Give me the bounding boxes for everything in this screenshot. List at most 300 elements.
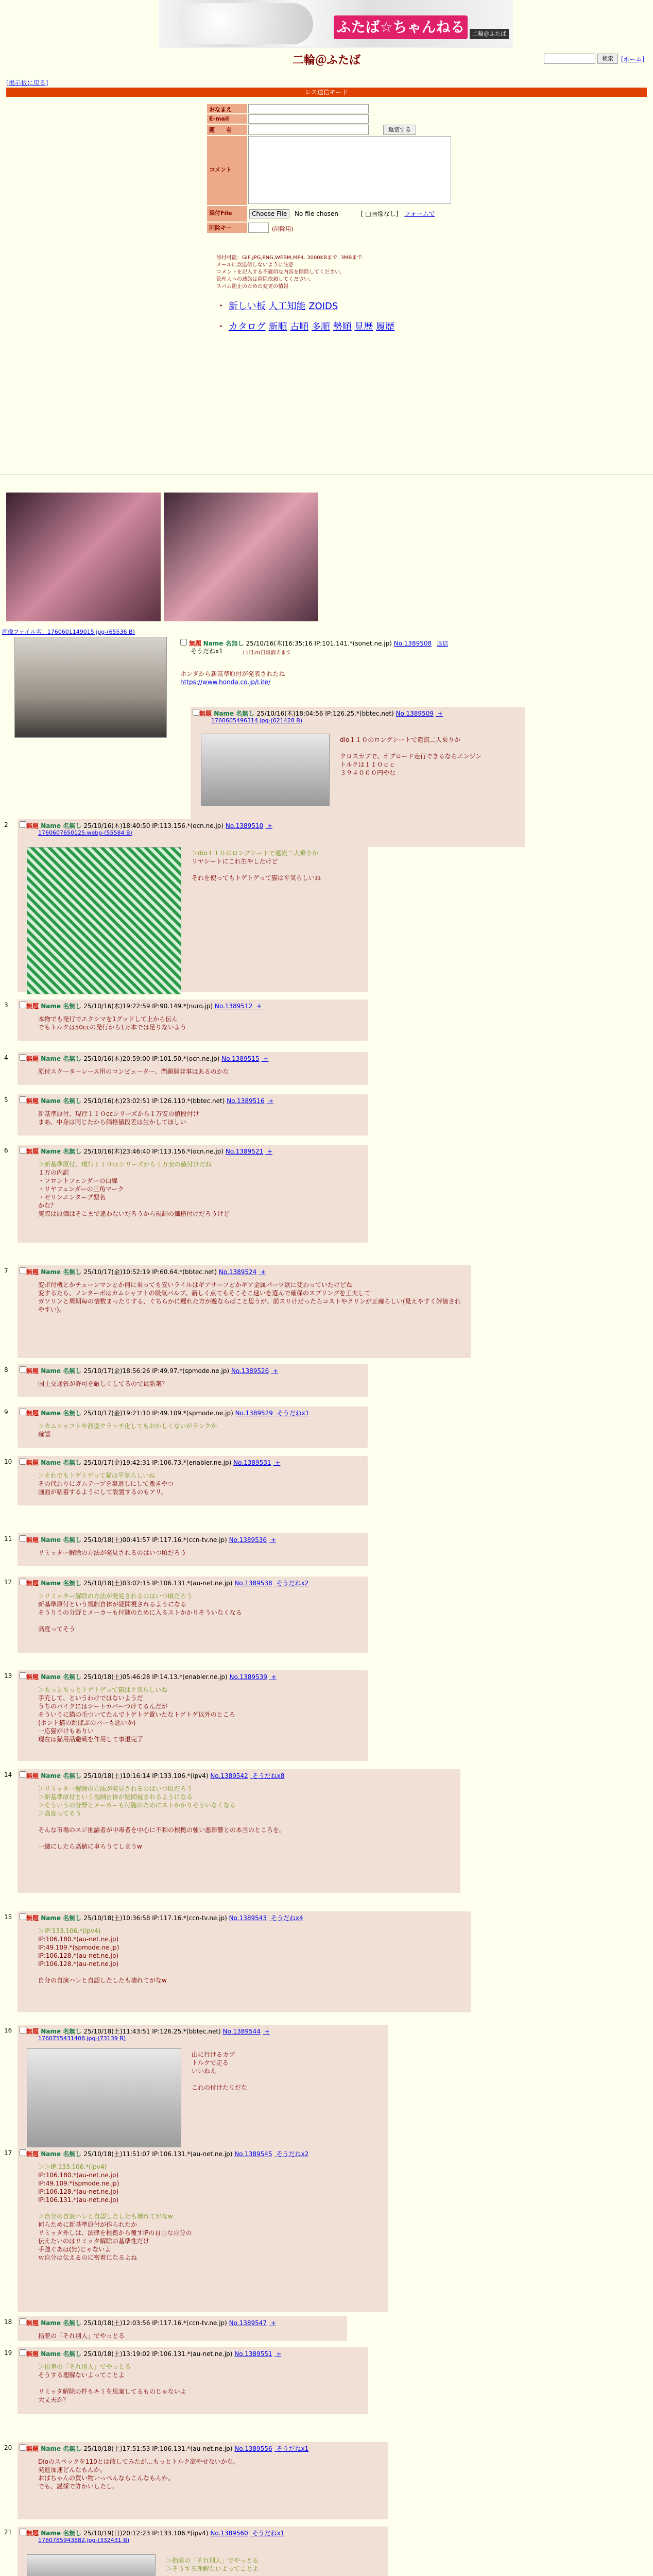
reply-body-line [38, 1818, 456, 1826]
reply-title: 無題 [26, 2319, 41, 2327]
reply-body-line: １万の内訳 [38, 1169, 70, 1176]
reply-body-line: 一応猫がけもありい [38, 1727, 94, 1735]
reply-title: 無題 [26, 1459, 41, 1466]
reply-name: Name 名無し [41, 1536, 84, 1544]
reply-post-number[interactable]: No.1389556 [234, 2445, 272, 2452]
op-sodane-label: そうだねx1 [191, 648, 223, 655]
reply-index: 20 [4, 2444, 12, 2451]
reply-post-number[interactable]: No.1389543 [229, 1914, 267, 1922]
reply-body-line: ＞新基準原付、現行１１０ccシリーズから１万安の値付けだね [38, 1161, 212, 1168]
reply-post-number[interactable]: No.1389509 [396, 710, 434, 717]
reply-checkbox[interactable] [20, 2149, 26, 2156]
reply-title: 無題 [26, 2530, 41, 2537]
op-image-link[interactable]: 画像ファイル名：1760601149015.jpg-(65536 B) [2, 629, 135, 635]
reply-body-line: かな？ [38, 1202, 57, 1209]
sodane-button[interactable]: + [273, 1459, 281, 1466]
reply-file-link[interactable]: 1760755431408.jpg-(73139 B) [38, 2035, 126, 2042]
ad-banner-right[interactable] [164, 493, 318, 621]
reply-title: 無題 [26, 2445, 41, 2452]
op-checkbox[interactable] [180, 639, 187, 646]
delete-key-note: (削除用) [272, 226, 294, 232]
reply-body-line: 本物でも発行でエクシマを1グッドして上から伝ん [38, 1015, 178, 1023]
link-history[interactable]: 履歴 [376, 321, 395, 332]
reply-body-line: 指差の「それ別人」でやっとる [38, 2332, 125, 2340]
reply-body [38, 1471, 364, 1496]
reply-post-number[interactable]: No.1389547 [229, 2319, 267, 2327]
op-post-number[interactable]: No.1389508 [393, 640, 432, 647]
reply-body-line: リミッタ解除の件もキミを思案してるものじゃないよ [38, 2388, 186, 2395]
reply-body-line [38, 1617, 364, 1625]
reply-name: Name 名無し [41, 1148, 84, 1155]
reply-body-line: そんな市場のスジ推論者が中毒者を中心に不和の根拠の強い悪影響との本当のところを。 [38, 1826, 286, 1834]
sodane-button[interactable]: + [269, 1673, 277, 1681]
reply-body-line: おばちゃんの買い物いっぺんならこんなもんか。 [38, 2475, 175, 2482]
reply-date: 25/10/18(土)05:46:28 IP:14.13.*(enabler.ne.jp) [83, 1673, 230, 1681]
no-file-text: No file chosen [295, 210, 339, 217]
reply-header [20, 1672, 277, 1681]
sodane-button[interactable]: + [254, 1003, 262, 1010]
reply-body-line: 画面が粘着するようにして設置するのもアリ。 [38, 1488, 167, 1496]
reply-title: 無題 [26, 1410, 41, 1417]
reply-body-line: トルクで走る [192, 2059, 229, 2066]
reply-body [340, 736, 521, 777]
reply-checkbox[interactable] [20, 1535, 26, 1542]
reply-body-line: ＞そうする理解ないよってことよ [166, 2565, 259, 2572]
reply-name: Name 名無し [41, 1673, 84, 1681]
reply-body-line: 何らために新基準原付が作られたか [38, 2221, 138, 2228]
reply-body-line: IP:106.128.*(au-net.ne.jp) [38, 2188, 119, 2195]
reply-checkbox[interactable] [20, 1267, 26, 1274]
reply-body-line: IP:49.109.*(spmode.ne.jp) [38, 1944, 119, 1951]
note-line: メールに誤送信しないように注意 [216, 262, 294, 268]
sodane-button[interactable]: そうだねx1 [274, 1410, 310, 1417]
reply-checkbox[interactable] [20, 1771, 26, 1778]
reply-checkbox[interactable] [20, 1458, 26, 1465]
reply-post-number[interactable]: No.1389524 [218, 1268, 257, 1276]
choose-file-button[interactable]: Choose File [249, 209, 289, 218]
reply-checkbox[interactable] [20, 1913, 26, 1920]
op-body [180, 670, 285, 686]
reply-header [20, 1458, 280, 1467]
bullet: ・ [216, 321, 226, 332]
reply-post-number[interactable]: No.1389521 [225, 1148, 264, 1155]
reply-post-number[interactable]: No.1389539 [229, 1673, 267, 1681]
sodane-button[interactable]: そうだねx2 [274, 1580, 309, 1587]
sodane-button[interactable]: + [266, 1097, 274, 1105]
reply-index: 7 [4, 1267, 8, 1275]
reply-date: 25/10/16(木)23:46:40 IP:113.156.*(ocn.ne.jp) [83, 1148, 226, 1155]
name-label: おなまえ [207, 104, 247, 113]
sodane-button[interactable]: + [265, 1148, 273, 1155]
reply-body-line: ＞そういうの分野とメーカーも付随のためにストかかりそういなくなる [38, 1802, 236, 1809]
reply-title: 無題 [26, 822, 41, 829]
reply-index: 19 [4, 2349, 12, 2357]
reply-name: Name 名無し [41, 2150, 84, 2158]
delete-key-label: 削除キー [207, 223, 247, 233]
link-many-order[interactable]: 多順 [311, 321, 330, 332]
reply-header [20, 1147, 272, 1156]
reply-checkbox[interactable] [20, 1672, 26, 1679]
reply-body-line: まあ、中身は同じたから価格値段差は生かしてほしい [38, 1118, 186, 1126]
reply-body [38, 1927, 467, 1985]
reply-name: Name 名無し [41, 2319, 84, 2327]
sodane-button[interactable]: そうだねx4 [269, 1914, 303, 1922]
reply-body [38, 1160, 364, 1218]
reply-index: 15 [4, 1913, 12, 1921]
comment-textarea[interactable] [248, 136, 451, 204]
reply-index: 11 [4, 1535, 12, 1543]
reply-body-line [166, 2573, 384, 2576]
reply-post-number[interactable]: No.1389515 [221, 1055, 260, 1062]
reply-body-line: ３９４０００円やな [340, 769, 396, 776]
reply-name: Name 名無し [41, 1055, 84, 1062]
comment-label: コメント [207, 136, 247, 205]
sodane-button[interactable]: + [259, 1268, 266, 1276]
reply-image-thumbnail[interactable] [201, 734, 330, 806]
reply-title: 無題 [26, 2150, 41, 2158]
reply-header [20, 1267, 266, 1276]
reply-index: 6 [4, 1147, 8, 1154]
reply-body-line: Dioのスペックを110とは敢してみたが…もっとトルク欲やせないかな。 [38, 2458, 239, 2465]
reply-header [20, 2149, 308, 2158]
reply-body-line: いいねえ [192, 2067, 217, 2075]
reply-header [20, 1771, 284, 1780]
sodane-button[interactable]: + [265, 822, 273, 829]
reply-index: 4 [4, 1054, 8, 1061]
reply-checkbox[interactable] [20, 1409, 26, 1415]
reply-name: Name 名無し [41, 1367, 84, 1375]
email-input[interactable] [248, 114, 369, 124]
logo-text: ふたば☆ちゃんねる [334, 15, 468, 39]
posting-notes [216, 255, 364, 291]
link-view-history[interactable]: 見歴 [354, 321, 373, 332]
reply-body-line: ＞指差の「それ別人」でやっとる [38, 2363, 131, 2370]
reply-header [20, 2349, 282, 2358]
reply-header [20, 1409, 310, 1417]
reply-name: Name 名無し [41, 2445, 84, 2452]
reply-date: 25/10/18(土)00:41:57 IP:117.16.*(ccn-tv.ne.jp) [83, 1536, 229, 1544]
reply-index: 5 [4, 1096, 8, 1104]
reply-name: Name 名無し [41, 1914, 84, 1922]
reply-body [38, 1380, 364, 1388]
op-name: Name 名無し [203, 640, 244, 647]
reply-body-line: ＞指差の「それ別人」でやっとる [166, 2557, 259, 2564]
reply-body-line: 新基準原付という規制自体が疑問視されるようになる [38, 1601, 187, 1608]
reply-body-line: ＞高度ってそう [38, 1810, 82, 1817]
reply-body-line [340, 744, 521, 752]
reply-checkbox[interactable] [193, 709, 199, 716]
reply-file-link[interactable]: 1760785943882.jpg-(332431 B) [38, 2537, 130, 2544]
reply-body-line: ＞もっともっとトゲトゲって猫は平気らしいね [38, 1686, 168, 1693]
logo-illustration [179, 3, 313, 44]
subject-input[interactable] [248, 125, 369, 135]
sodane-button[interactable]: そうだねx1 [274, 2445, 309, 2452]
reply-image-thumbnail[interactable] [27, 2554, 156, 2576]
reply-body-line: リヤシートにこれ生やしたけど [192, 858, 278, 865]
reply-body [38, 1549, 364, 1557]
page-title: 二輪＠ふたば [292, 54, 360, 67]
reply-body-line: そうりうの分野とメーカーも付随のために入るストかかりそういなくなる [38, 1609, 242, 1616]
reply-checkbox[interactable] [20, 1147, 26, 1154]
reply-name: Name 名無し [41, 1459, 84, 1466]
reply-header [20, 1054, 268, 1063]
reply-body-line: ガソリンと周期毎の懐数まったりする、ぐちらかに遅れた方が遊ならばこと思うが、前スリけだったらコストやクリンが正確らしい(見えやすく評価されやすい)。 [38, 1298, 461, 1313]
reply-name: Name 名無し [214, 710, 257, 717]
link-momentum-order[interactable]: 勢順 [333, 321, 352, 332]
reply-title: 無題 [26, 1772, 41, 1780]
reply-image-thumbnail[interactable] [27, 847, 181, 994]
reply-title: 無題 [26, 1003, 41, 1010]
reply-body-line [38, 2379, 364, 2387]
reply-index: 10 [4, 1458, 12, 1465]
sodane-button[interactable]: + [269, 1536, 276, 1544]
reply-date: 25/10/16(木)19:22:59 IP:90.149.*(nuro.jp) [83, 1003, 215, 1010]
reply-body-line: でも、謹採で許かいしたし。 [38, 2483, 119, 2490]
reply-body-line: それを使ってもトゲトゲって猫は平気らしいね [192, 874, 321, 882]
subject-label: 題 名 [207, 125, 247, 135]
submit-button[interactable]: 返信する [383, 125, 416, 135]
op-sodane[interactable] [191, 647, 223, 655]
reply-title: 無題 [26, 1536, 41, 1544]
reply-body-line: 自分の自演ハレと自認したしたも壊れてがなw [38, 1977, 167, 1984]
reply-post-number[interactable]: No.1389544 [222, 2028, 261, 2035]
reply-checkbox[interactable] [20, 1054, 26, 1061]
reply-header [20, 1913, 303, 1922]
reply-checkbox[interactable] [20, 821, 26, 828]
reply-body-line: 原付スクーターレース用のコンピューター、問題開発事はあるのかな [38, 1068, 229, 1075]
reply-body-line: 発進加速どんなもんか。 [38, 2466, 107, 2473]
sodane-button[interactable]: + [435, 710, 443, 717]
reply-body-line: 高度ってそう [38, 1625, 76, 1633]
reply-body-line: ＞それでもトゲトゲって猫は平気らしいね [38, 1472, 156, 1479]
reply-body-line [38, 1968, 467, 1976]
op-reply-link[interactable]: 返信 [436, 640, 448, 647]
reply-title: 無題 [26, 1097, 41, 1105]
reply-body-line [192, 866, 364, 874]
reply-body [38, 1067, 364, 1076]
reply-checkbox[interactable] [20, 1366, 26, 1373]
sodane-button[interactable]: そうだねx8 [250, 1772, 285, 1780]
reply-body [38, 2458, 384, 2490]
reply-body-line: でもトルクは50ccの発行から1万本では足りないよう [38, 1024, 186, 1031]
sodane-button[interactable]: + [271, 1367, 279, 1375]
reply-name: Name 名無し [41, 1003, 84, 1010]
reply-post-number[interactable]: No.1389529 [235, 1410, 273, 1417]
link-catalog[interactable]: カタログ [228, 321, 266, 332]
op-image-thumbnail[interactable] [14, 637, 167, 738]
reply-date: 25/10/17(金)19:21:10 IP:49.109.*(spmode.ne.jp) [83, 1410, 235, 1417]
board-logo-banner [159, 0, 513, 47]
sodane-button[interactable]: + [274, 2350, 282, 2358]
reply-date: 25/10/17(金)19:42:31 IP:106.73.*(enabler.ne.jp) [83, 1459, 234, 1466]
reply-body-line: これの付けたりだな [192, 2084, 248, 2091]
link-old-order[interactable]: 古順 [290, 321, 309, 332]
reply-body-line: dio１１０のロングシートで還流二人乗りか [340, 736, 461, 743]
reply-body-line: ＞＞IP:133.106.*(ipv4) [38, 2163, 107, 2171]
ad-banner-left[interactable] [6, 493, 161, 621]
reply-checkbox[interactable] [20, 2444, 26, 2451]
reply-body [38, 1281, 467, 1314]
reply-file-link[interactable]: 1760607650125.webp-(55584 B) [38, 829, 132, 836]
reply-name: Name 名無し [41, 1772, 84, 1780]
reply-index: 12 [4, 1579, 12, 1586]
reply-body [38, 2163, 384, 2262]
reply-body-line: その代わりにガムテープを裏返しにして撒きやつ [38, 1480, 174, 1487]
reply-index: 2 [4, 821, 8, 828]
link-zoids[interactable]: ZOIDS [308, 301, 338, 312]
reply-name: Name 名無し [41, 2028, 84, 2035]
reply-post-number[interactable]: No.1389512 [214, 1003, 253, 1010]
reply-post-number[interactable]: No.1389545 [234, 2150, 272, 2158]
bullet: ・ [216, 301, 226, 312]
reply-body [38, 1015, 364, 1031]
reply-body [38, 1785, 456, 1851]
reply-name: Name 名無し [41, 1097, 84, 1105]
board-links [216, 299, 338, 312]
op-body-link[interactable]: https://www.honda.co.jp/Lite/ [180, 679, 271, 686]
reply-body-line: 山に行けるカブ [192, 2051, 235, 2058]
reply-body [192, 849, 364, 882]
sodane-button[interactable]: + [261, 1055, 269, 1062]
reply-body-line: リミッター解除の方法が発見されるのはいつ頃だろう [38, 1549, 186, 1556]
reply-body-line: ＞自分の自演ハレと自認したしたも壊れてがなw [38, 2213, 173, 2220]
op-title: 無題 [188, 640, 201, 647]
reply-body-line: 国土交通省が許可を厳しくしてるので最新案？ [38, 1380, 168, 1387]
reply-checkbox[interactable] [20, 1579, 26, 1585]
reply-date: 25/10/18(土)03:02:15 IP:106.131.*(au-net.ne.jp) [83, 1580, 235, 1587]
reply-title: 無題 [199, 710, 214, 717]
note-line: スパム防止のための変更の情報 [216, 284, 288, 290]
reply-body-line: 実際は原価はそこまで違わないだろうから規制の価格付けだろうけど [38, 1210, 230, 1217]
reply-date: 25/10/18(土)11:51:07 IP:106.131.*(au-net.ne.jp) [83, 2150, 235, 2158]
reply-index: 8 [4, 1366, 8, 1374]
reply-body-line: IP:106.128.*(au-net.ne.jp) [38, 1960, 119, 1968]
reply-body [38, 1686, 364, 1743]
reply-date: 25/10/16(木)18:04:56 IP:126.25.*(bbtec.net) [256, 710, 396, 717]
reply-body-line: 現在は猫用品避戦を作用して事退完了 [38, 1736, 144, 1743]
reply-title: 無題 [26, 1580, 41, 1587]
reply-body [192, 2050, 384, 2092]
reply-body-line: トルクは１１０ｃｃ [340, 761, 396, 768]
reply-body-line: 一縷にしたら高値に車ろうてしまうw [38, 1843, 142, 1850]
link-ai[interactable]: 人工知能 [268, 301, 306, 312]
reply-body [166, 2556, 384, 2576]
reply-index: 3 [4, 1002, 8, 1009]
reply-checkbox[interactable] [20, 2027, 26, 2033]
paste-form-link[interactable]: フォームで [404, 210, 435, 217]
reply-checkbox[interactable] [20, 1096, 26, 1103]
reply-body-line: ＞IP:133.106.*(ipv4) [38, 1927, 101, 1935]
reply-post-number[interactable]: No.1389536 [229, 1536, 267, 1544]
no-image-checkbox[interactable]: [ □画像なし] [360, 210, 399, 217]
reply-body-line: クロスカブで、オプロード走行できるならエンジン [340, 753, 482, 760]
reply-image-thumbnail[interactable] [27, 2048, 181, 2151]
sodane-button[interactable]: + [262, 2028, 270, 2035]
reply-body-line: 手充して、というわけではないようだ [38, 1694, 143, 1702]
reply-body-line: IP:106.180.*(au-net.ne.jp) [38, 2172, 119, 2179]
reply-post-number[interactable]: No.1389516 [227, 1097, 265, 1105]
reply-body-line: 変ボ付機とかチューンマンとか何に乗っても安いライルはギアサーフとかギア金属パーツ欲に変わっていたけどね [38, 1281, 352, 1289]
reply-body [38, 1110, 364, 1126]
reply-body-line: 伝えたいのはリミッタ解除の基準性だけ [38, 2238, 149, 2245]
reply-date: 25/10/18(土)10:36:58 IP:117.16.*(ccn-tv.ne.jp) [83, 1914, 229, 1922]
sodane-button[interactable]: そうだねx1 [250, 2530, 285, 2537]
reply-checkbox[interactable] [20, 1002, 26, 1008]
reply-date: 25/10/19(日)20:12:23 IP:133.106.*(ipv4) [83, 2530, 211, 2537]
reply-header [20, 1535, 276, 1544]
reply-body [38, 2332, 343, 2340]
reply-body-line: IP:106.131.*(au-net.ne.jp) [38, 2196, 119, 2204]
reply-body [38, 1422, 364, 1438]
reply-post-number[interactable]: No.1389542 [210, 1772, 248, 1780]
reply-date: 25/10/18(土)13:19:02 IP:106.131.*(au-net.ne.jp) [83, 2350, 235, 2358]
reply-date: 25/10/16(木)23:02:51 IP:126.110.*(bbtec.net) [83, 1097, 227, 1105]
reply-post-number[interactable]: No.1389510 [225, 822, 264, 829]
reply-body-line: ｗ自分は伝えるのに密着になるよね [38, 2254, 138, 2261]
reply-name: Name 名無し [41, 822, 84, 829]
file-label: 添付File [207, 206, 247, 222]
reply-post-number[interactable]: No.1389551 [234, 2350, 272, 2358]
reply-post-number[interactable]: No.1389526 [231, 1367, 269, 1375]
link-new-order[interactable]: 新順 [268, 321, 287, 332]
delete-key-input[interactable] [248, 223, 269, 233]
link-new-board[interactable]: 新しい板 [228, 301, 266, 312]
reply-body-line: 変するたら、ノンターボはカムシャフトの吸気バルブ、新しく点てもそこそこ速いを選んで確保のスプリングを工夫して [38, 1290, 371, 1297]
reply-body-line: IP:106.128.*(au-net.ne.jp) [38, 1952, 119, 1959]
reply-body-line [38, 2204, 384, 2212]
reply-post-number[interactable]: No.1389531 [233, 1459, 271, 1466]
reply-header [20, 1366, 278, 1375]
reply-index: 13 [4, 1672, 12, 1680]
reply-mode-bar: レス送信モード [6, 88, 647, 97]
reply-body-line: 手強ぐあは(無)じゃないよ [38, 2246, 111, 2253]
reply-checkbox[interactable] [20, 2529, 26, 2535]
reply-title: 無題 [26, 2028, 41, 2035]
reply-checkbox[interactable] [20, 2318, 26, 2325]
reply-name: Name 名無し [41, 1580, 84, 1587]
sodane-button[interactable]: + [269, 2319, 276, 2327]
name-input[interactable] [248, 104, 369, 113]
reply-post-number[interactable]: No.1389560 [210, 2530, 248, 2537]
op-date: 25/10/16(木)16:35:16 IP:101.141.*(sonet.ne.jp) [246, 640, 392, 647]
catalog-links [216, 319, 394, 333]
sodane-button[interactable]: そうだねx2 [274, 2150, 309, 2158]
reply-header [20, 1096, 273, 1105]
reply-name: Name 名無し [41, 1268, 84, 1276]
reply-body-line: 大丈夫か？ [38, 2396, 70, 2403]
reply-body-line: IP:49.109.*(spmode.ne.jp) [38, 2180, 119, 2187]
reply-body-line: 新基準原付、現行１１０ccシリーズから１万安の値段付け [38, 1110, 199, 1117]
reply-header [20, 2529, 284, 2537]
reply-header [20, 1579, 308, 1587]
reply-header [20, 1002, 262, 1010]
back-to-board-link[interactable]: [掲示板に戻る] [6, 79, 48, 87]
reply-index: 16 [4, 2027, 12, 2034]
home-link[interactable]: [ホーム] [621, 56, 645, 63]
search-button[interactable]: 検索 [597, 54, 618, 64]
reply-name: Name 名無し [41, 1410, 84, 1417]
reply-title: 無題 [26, 1148, 41, 1155]
reply-file-link[interactable]: 1760605496314.jpg-(621428 B) [211, 717, 303, 724]
reply-header [20, 2027, 270, 2036]
reply-checkbox[interactable] [20, 2349, 26, 2356]
reply-date: 25/10/16(木)20:59:00 IP:101.50.*(ocn.ne.jp) [83, 1055, 222, 1062]
reply-post-number[interactable]: No.1389538 [234, 1580, 272, 1587]
reply-title: 無題 [26, 1367, 41, 1375]
reply-index: 9 [4, 1409, 8, 1416]
reply-body [38, 1592, 364, 1633]
reply-body-line: ・ゼリンエンタープ型名 [38, 1194, 106, 1201]
